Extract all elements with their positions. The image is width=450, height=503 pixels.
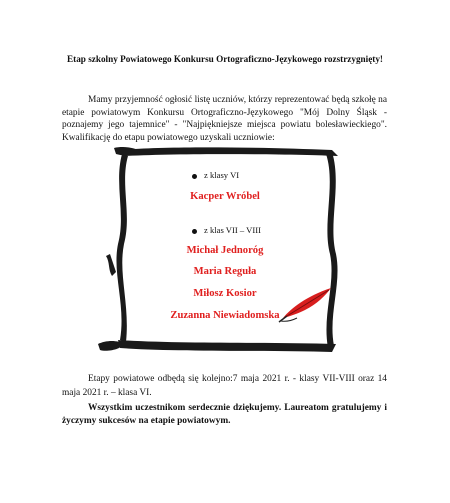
bullet-icon [192, 229, 197, 234]
winner-name: Michał Jednoróg [186, 245, 264, 256]
document-title: Etap szkolny Powiatowego Konkursu Ortograficzno-Językowego rozstrzygnięty! [67, 54, 383, 64]
winner-name: Maria Reguła [193, 266, 257, 277]
dates-paragraph: Etapy powiatowe odbędą się kolejno:7 maja 2021 r. - klasy VII-VIII oraz 14 maja 2021 r. – klasa VI. [62, 374, 387, 398]
winner-name: Miłosz Kosior [193, 288, 257, 299]
winner-name: Zuzanna Niewiadomska [170, 310, 280, 321]
winner-name: Kacper Wróbel [190, 191, 260, 202]
group-vi-label: z klasy VI [204, 170, 240, 180]
group-vii-viii-label: z klas VII – VIII [204, 225, 261, 235]
group-vi-label-line [192, 170, 239, 180]
intro-paragraph: Mamy przyjemność ogłosić listę uczniów, którzy reprezentować będą szkołę na etapie powiatowym Konkursu Ortograficzno-Językowego "Mój Dolny Śląsk - poznajemy jego tajemnice" - "Najpiękniejsze miejsca powiatu bolesławieckiego". Kwalifikację do etapu powiatowego uzyskali uczniowie: [62, 95, 387, 143]
quill-feather-icon [277, 284, 335, 324]
bullet-icon [192, 174, 197, 179]
thanks-paragraph: Wszystkim uczestnikom serdecznie dziękujemy. Laureatom gratulujemy i życzymy sukcesów na etapie powiatowym. [62, 403, 387, 426]
group-vii-viii-label-line [192, 225, 261, 235]
